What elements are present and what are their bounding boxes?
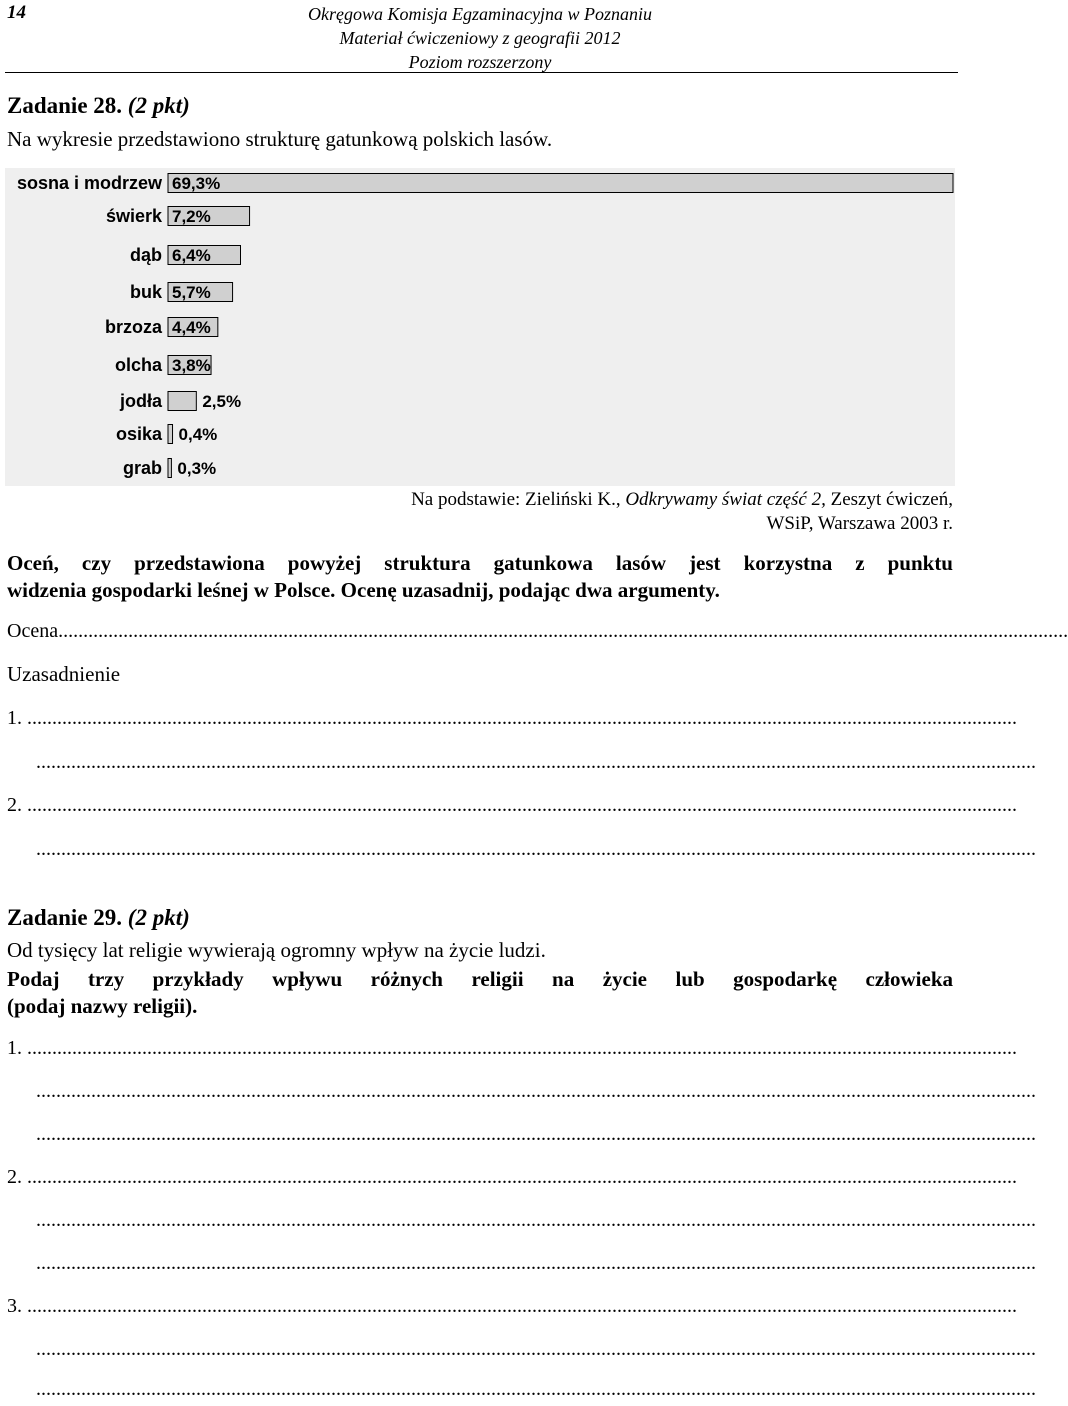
- header-line-1: Okręgowa Komisja Egzaminacyjna w Poznaniu: [308, 4, 652, 24]
- task29-answer-3-cont-b[interactable]: [36, 1378, 1036, 1401]
- item-number: 2.: [7, 1166, 22, 1188]
- dots: ........................................................................................................................................................................................................: [36, 1080, 1036, 1102]
- category-label: grab: [122, 458, 162, 478]
- task29-title: [7, 905, 190, 931]
- bar: [168, 459, 171, 478]
- item-number: 3.: [7, 1295, 22, 1317]
- source-prefix: Na podstawie: Zieliński K.,: [411, 489, 626, 510]
- task29-points: (2 pkt): [127, 905, 190, 930]
- category-label: świerk: [105, 206, 162, 226]
- task28-points: (2 pkt): [127, 93, 190, 118]
- task29-intro: Od tysięcy lat religie wywierają ogromny wpływ na życie ludzi.: [7, 938, 546, 962]
- task29-answer-3[interactable]: [7, 1295, 1017, 1318]
- value-label: 3,8%: [172, 356, 211, 375]
- task28-question-line-2: widzenia gospodarki leśnej w Polsce. Ocenę uzasadnij, podając dwa argumenty.: [7, 578, 720, 602]
- value-label: 0,4%: [178, 425, 218, 444]
- category-label: sosna i modrzew: [16, 173, 162, 193]
- category-label: jodła: [119, 391, 162, 411]
- value-label: 2,5%: [202, 392, 242, 411]
- task29-answer-2-cont-a[interactable]: [36, 1209, 1036, 1232]
- value-label: 0,3%: [177, 459, 217, 478]
- task29-answer-1[interactable]: [7, 1037, 1017, 1060]
- task28-answer-2[interactable]: [7, 794, 1017, 817]
- task29-answer-2-cont-b[interactable]: [36, 1252, 1036, 1275]
- value-label: 7,2%: [172, 207, 211, 226]
- page-header: [0, 2, 960, 74]
- task29-answer-2[interactable]: [7, 1166, 1017, 1189]
- bar: [168, 392, 196, 411]
- dots: ......................................................................................................................................................................................................: [27, 1166, 1017, 1188]
- task28-answer-1[interactable]: [7, 707, 1017, 730]
- dots: ........................................................................................................................................................................................................: [36, 1123, 1036, 1145]
- uzasadnienie-label: Uzasadnienie: [7, 662, 121, 686]
- dots: ......................................................................................................................................................................................................: [27, 1037, 1017, 1059]
- item-number: 1.: [7, 707, 22, 729]
- task28-intro: Na wykresie przedstawiono strukturę gatunkową polskich lasów.: [7, 127, 553, 151]
- dots: ......................................................................................................................................................................................................: [27, 1295, 1017, 1317]
- category-label: olcha: [114, 355, 162, 375]
- dots: ..........................................................................................................................................................................................................: [58, 620, 1068, 642]
- task28-title: [7, 93, 190, 119]
- ocena-answer-line[interactable]: [7, 620, 1068, 643]
- ocena-label: Ocena: [7, 620, 59, 642]
- dots: ........................................................................................................................................................................................................: [36, 1209, 1036, 1231]
- dots: ........................................................................................................................................................................................................: [36, 1252, 1036, 1274]
- category-label: osika: [115, 424, 162, 444]
- source-suffix: Zeszyt ćwiczeń,: [825, 489, 953, 510]
- header-line-2: Materiał ćwiczeniowy z geografii 2012: [339, 28, 621, 48]
- dots: ........................................................................................................................................................................................................: [36, 838, 1036, 860]
- bar: [168, 425, 173, 444]
- dots: ......................................................................................................................................................................................................: [27, 707, 1017, 729]
- item-number: 2.: [7, 794, 22, 816]
- task28-answer-2-cont[interactable]: [36, 838, 1036, 861]
- source-line-1: [411, 489, 953, 511]
- task29-number: Zadanie 29.: [7, 905, 123, 930]
- task28-answer-1-cont[interactable]: [36, 751, 1036, 774]
- header-rule: [5, 72, 958, 73]
- dots: ........................................................................................................................................................................................................: [36, 751, 1036, 773]
- task29-answer-3-cont-a[interactable]: [36, 1338, 1036, 1361]
- dots: ........................................................................................................................................................................................................: [36, 1378, 1036, 1400]
- source-line-2: WSiP, Warszawa 2003 r.: [766, 513, 953, 534]
- category-label: buk: [129, 282, 162, 302]
- task28-number: Zadanie 28.: [7, 93, 123, 118]
- header-line-3: Poziom rozszerzony: [408, 52, 552, 72]
- task28-question-line-1: Oceń, czy przedstawiona powyżej struktura gatunkowa lasów jest korzystna z punktu: [7, 551, 953, 575]
- value-label: 6,4%: [172, 246, 211, 265]
- value-label: 5,7%: [172, 283, 211, 302]
- dots: ......................................................................................................................................................................................................: [27, 794, 1017, 816]
- bar: [168, 174, 953, 193]
- species-chart-svg: [5, 168, 955, 486]
- value-label: 69,3%: [172, 174, 221, 193]
- task29-question-line-2: (podaj nazwy religii).: [7, 994, 198, 1018]
- item-number: 1.: [7, 1037, 22, 1059]
- value-label: 4,4%: [172, 318, 211, 337]
- species-chart: [5, 168, 955, 486]
- task29-answer-1-cont-a[interactable]: [36, 1080, 1036, 1103]
- category-label: dąb: [129, 245, 162, 265]
- source-title: Odkrywamy świat część 2,: [625, 489, 826, 510]
- task29-question-line-1: Podaj trzy przykłady wpływu różnych religii na życie lub gospodarkę człowieka: [7, 967, 953, 991]
- page-number: 14: [7, 2, 26, 23]
- dots: ........................................................................................................................................................................................................: [36, 1338, 1036, 1360]
- task29-answer-1-cont-b[interactable]: [36, 1123, 1036, 1146]
- category-label: brzoza: [104, 317, 162, 337]
